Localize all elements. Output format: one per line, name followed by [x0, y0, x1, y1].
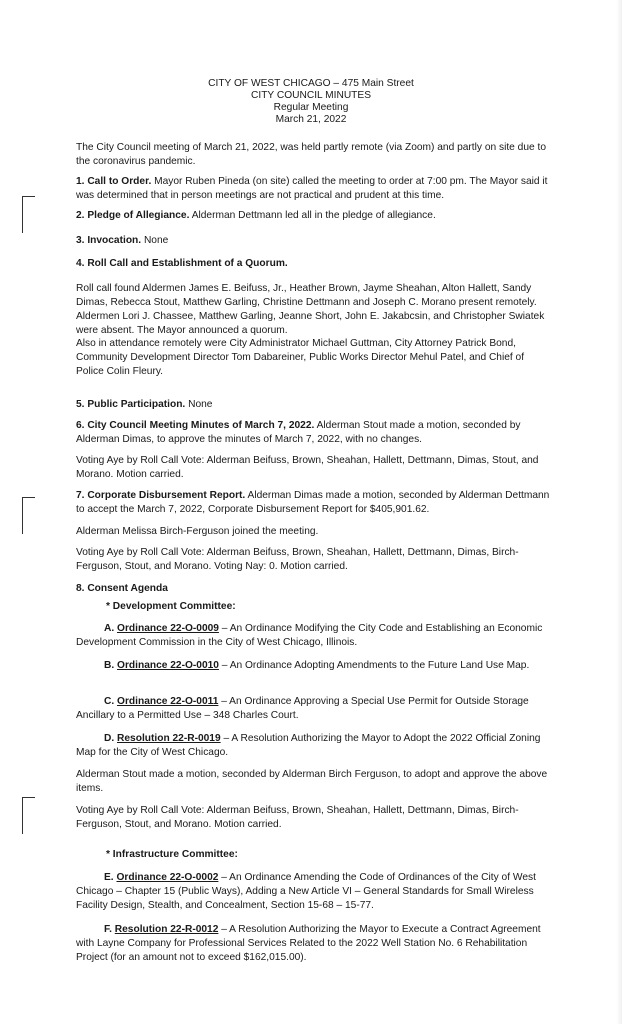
section-minutes: [76, 419, 550, 447]
agenda-item-f: [76, 923, 550, 965]
section-text: None: [185, 399, 213, 410]
scan-edge-shadow: [616, 0, 622, 1024]
item-reference: Ordinance 22-O-0009: [117, 623, 219, 634]
item-text: – An Ordinance Modifying the City Code and Establishing an Economic Development Commission in the City of West Chicago, Illinois.: [76, 623, 543, 648]
roll-call-paragraph: Roll call found Aldermen James E. Beifuss, Jr., Heather Brown, Jayme Sheahan, Alton Hallett, Sandy Dimas, Rebecca Stout, Matthew Garling, Christine Dettmann and Joseph C. Morano present remotely. Aldermen Lori J. Chassee, Matthew Garling, Jeanne Short, John E. Jakabcsin, and Christopher Swiatek were absent. The Mayor announced a quorum.: [76, 283, 545, 336]
attendance-paragraph: Also in attendance remotely were City Administrator Michael Guttman, City Attorney Patrick Bond, Community Development Director Tom Dabareiner, Public Works Director Mehul Patel, and Chief of Police Colin Fleury.: [76, 338, 525, 377]
agenda-item-e: [76, 871, 550, 913]
agenda-item-d: [76, 732, 550, 760]
item-letter: F.: [104, 924, 112, 935]
item-text: – A Resolution Authorizing the Mayor to Adopt the 2022 Official Zoning Map for the City of West Chicago.: [76, 733, 541, 758]
item-letter: A.: [104, 623, 115, 634]
development-committee-heading: * Development Committee:: [106, 601, 236, 612]
header-address: CITY OF WEST CHICAGO – 475 Main Street: [208, 78, 414, 89]
agenda-item-a: [76, 622, 550, 650]
section-title: 6. City Council Meeting Minutes of March 7, 2022.: [76, 420, 315, 431]
section-public-participation: [76, 398, 550, 412]
section-call-to-order: [76, 175, 550, 203]
item-letter: E.: [104, 872, 114, 883]
header-date: March 21, 2022: [275, 114, 347, 125]
item-reference: Resolution 22-R-0019: [117, 733, 221, 744]
section-text: Alderman Dimas made a motion, seconded by Alderman Dettmann to accept the March 7, 2022, Corporate Disbursement Report for $405,901.62.: [76, 490, 550, 515]
binder-hole-mark-top: [22, 196, 35, 233]
section-disbursement: [76, 489, 550, 517]
section-title: 3. Invocation.: [76, 235, 142, 246]
section-pledge: [76, 209, 550, 223]
item-text: – An Ordinance Adopting Amendments to the Future Land Use Map.: [218, 660, 530, 671]
infrastructure-committee-heading: * Infrastructure Committee:: [106, 849, 238, 860]
item-text: – An Ordinance Amending the Code of Ordinances of the City of West Chicago – Chapter 15 (Public Ways), Adding a New Article VI – General Standards for Small Wireless Facility Design, Stealth, and Concealment, Section 15-68 – 15-77.: [76, 872, 536, 911]
section-invocation: [76, 234, 550, 248]
section-text: Alderman Dettmann led all in the pledge of allegiance.: [189, 210, 436, 221]
motion-paragraph-3: Alderman Stout made a motion, seconded by Alderman Birch Ferguson, to adopt and approve the above items.: [76, 769, 548, 794]
joined-paragraph: Alderman Melissa Birch-Ferguson joined the meeting.: [76, 526, 319, 537]
vote-paragraph-3: Voting Aye by Roll Call Vote: Alderman Beifuss, Brown, Sheahan, Hallett, Dettmann, Dimas, Birch-Ferguson, Stout, and Morano. Motion carried.: [76, 805, 519, 830]
vote-paragraph-1: Voting Aye by Roll Call Vote: Alderman Beifuss, Brown, Sheahan, Hallett, Dettmann, Dimas, Stout, and Morano. Motion carried.: [76, 455, 539, 480]
item-reference: Resolution 22-R-0012: [114, 924, 219, 935]
section-text: Mayor Ruben Pineda (on site) called the meeting to order at 7:00 pm. The Mayor said it was determined that in person meetings are not practical and prudent at this time.: [76, 176, 548, 201]
binder-hole-mark-middle: [22, 497, 35, 534]
section-title: 1. Call to Order.: [76, 176, 152, 187]
agenda-item-b: [76, 659, 550, 673]
item-letter: C.: [104, 696, 115, 707]
section-title: 7. Corporate Disbursement Report.: [76, 490, 246, 501]
item-letter: D.: [104, 733, 115, 744]
section-text: Alderman Stout made a motion, seconded by Alderman Dimas, to approve the minutes of March 7, 2022, with no changes.: [76, 420, 521, 445]
binder-hole-mark-bottom: [22, 797, 35, 834]
header-meeting-type: Regular Meeting: [273, 102, 349, 113]
item-reference: Ordinance 22-O-0002: [116, 872, 219, 883]
section-consent-agenda-title: 8. Consent Agenda: [76, 583, 168, 594]
section-roll-call-title: 4. Roll Call and Establishment of a Quorum.: [76, 258, 288, 269]
item-text: – A Resolution Authorizing the Mayor to Execute a Contract Agreement with Layne Company for Professional Services Related to the 2022 Well Station No. 6 Rehabilitation Project (for an amount not to exceed $162,015.00).: [76, 924, 541, 963]
item-reference: Ordinance 22-O-0011: [117, 696, 219, 707]
header-title: CITY COUNCIL MINUTES: [251, 90, 371, 101]
agenda-item-c: [76, 695, 550, 723]
document-header: [0, 78, 622, 126]
item-text: – An Ordinance Approving a Special Use Permit for Outside Storage Ancillary to a Permitted Use – 348 Charles Court.: [76, 696, 529, 721]
item-letter: B.: [104, 660, 115, 671]
section-title: 2. Pledge of Allegiance.: [76, 210, 190, 221]
section-text: None: [141, 235, 169, 246]
item-reference: Ordinance 22-O-0010: [117, 660, 219, 671]
section-title: 5. Public Participation.: [76, 399, 186, 410]
intro-paragraph: The City Council meeting of March 21, 2022, was held partly remote (via Zoom) and partly on site due to the coronavirus pandemic.: [76, 142, 546, 167]
vote-paragraph-2: Voting Aye by Roll Call Vote: Alderman Beifuss, Brown, Sheahan, Hallett, Dettmann, Dimas, Birch-Ferguson, Stout, and Morano. Voting Nay: 0. Motion carried.: [76, 547, 519, 572]
